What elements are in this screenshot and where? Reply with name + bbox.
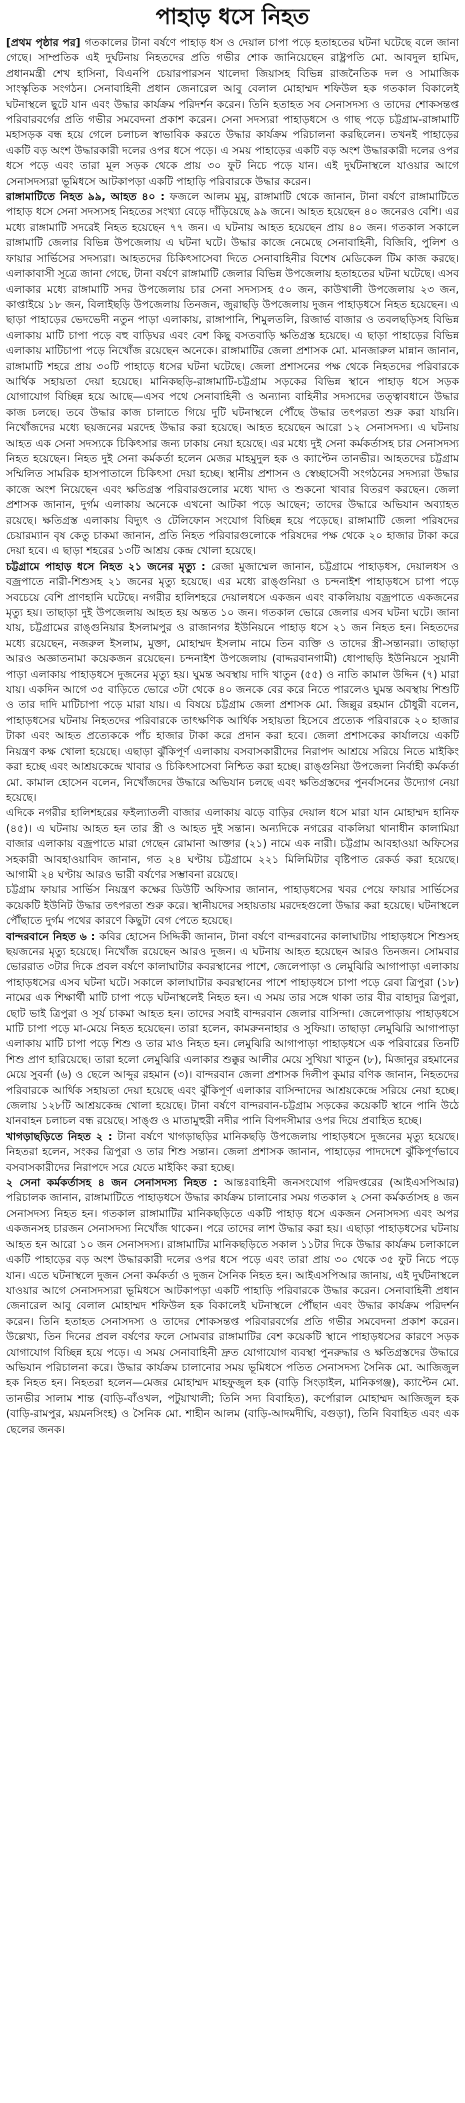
paragraph-text: ফজলে আলম মুমু, রাঙ্গামাটি থেকে জানান, টানা বর্ষণে রাঙ্গামাটিতে পাহাড় ধসে সেনা সদস্যসহ নিহতের সংখ্যা বেড়ে দাঁড়িয়েছে ৯৯ জনে। আহত হয়েছেন ৪০ জনেরও বেশি। এর মধ্যে রাঙ্গামাটি সদরেই নিহত হয়েছেন ৭৭ জন। এ ঘটনায় আহত হয়েছেন প্রায় ৪০ জন। গতকাল সকালে রাঙ্গামাটি জেলার বিভিন্ন উপজেলায় এ ঘটনা ঘটে। উদ্ধার কাজে নেমেছে সেনাবাহিনী, বিজিবি, পুলিশ ও ফায়ার সার্ভিসের সদস্যরা। আহতদের চিকিৎসাসেবা দিতে সেনাবাহিনীর বিশেষ মেডিকেল টিম কাজ করছে। এলাকাবাসী সূত্রে জানা গেছে, টানা বর্ষণে রাঙ্গামাটি জেলার বিভিন্ন উপজেলায় হতাহতের ঘটনা ঘটেছে। এসব এলাকার মধ্যে রাঙ্গামাটি সদর উপজেলায় চার সেনা সদস্যসহ ৫০ জন, কাউখালী উপজেলায় ২৩ জন, কাপ্তাইয়ে ১৮ জন, বিলাইছড়ি উপজেলায় তিনজন, জুরাছড়ি উপজেলায় দুজন পাহাড়ধসে নিহত হয়েছেন। এ ছাড়া পাহাড়ের ভেদভেদী নতুন পাড়া এলাকায়, রাঙ্গাপানি, শিমুলতলি, রিজার্ভ বাজার ও তবলছড়িসহ বিভিন্ন এলাকায় মাটি চাপা পড়ে বহু বাড়িঘর এবং বেশ কিছু বসতবাড়ি ক্ষতিগ্রস্ত হয়েছে। এ ছাড়া পাহাড়ের বিভিন্ন এলাকায় মাটিচাপা পড়ে নিখোঁজ রয়েছেন অনেকে। রাঙ্গামাটির জেলা প্রশাসক মো. মানজারুল মান্নান জানান, রাঙ্গামাটি শহরে প্রায় ৩০টি পাহাড়ে ধসের ঘটনা ঘটেছে। জেলা প্রশাসনের পক্ষ থেকে নিহতদের পরিবারকে আর্থিক সহায়তা দেয়া হয়েছে। মানিকছড়ি-রাঙ্গামাটি-চট্টগ্রাম সড়কের বিভিন্ন স্থানে পাহাড় ধসে সড়ক যোগাযোগ বিচ্ছিন্ন হয়ে আছে—এসব পথে সেনাবাহিনী ও অন্যান্য বাহিনীর সদস্যদের তত্ত্বাবধানে উদ্ধার কাজ চলছে। তবে উদ্ধার কাজ চালাতে গিয়ে দুটি ঘটনাস্থলে পৌঁছে উদ্ধার তৎপরতা শুরু করা যায়নি। নিখোঁজদের মধ্যে ছয়জনের মরদেহ উদ্ধার করা হয়েছে। আহত হয়েছেন আরো ১২ সেনাসদস্য। এ ঘটনায় আহত এক সেনা সদস্যকে চিকিৎসার জন্য ঢাকায় নেয়া হয়েছে। এর মধ্যে দুই সেনা কর্মকর্তাসহ চার সেনাসদস্য নিহত হয়েছেন। নিহত দুই সেনা কর্মকর্তা হলেন মেজর মাহমুদুল হক ও ক্যাপ্টেন তানভীর। আহতদের চট্টগ্রাম সম্মিলিত সামরিক হাসপাতালে চিকিৎসা দেয়া হচ্ছে। স্থানীয় প্রশাসন ও স্বেচ্ছাসেবী সংগঠনের সদস্যরা উদ্ধার কাজে অংশ নিয়েছেন এবং ক্ষতিগ্রস্ত পরিবারগুলোর মধ্যে খাদ্য ও শুকনো খাবার বিতরণ করছেন। জেলা প্রশাসক জানান, দুর্গম এলাকায় অনেকে এখনো আটকা পড়ে আছেন; তাদের উদ্ধারে অভিযান অব্যাহত রয়েছে। ক্ষতিগ্রস্ত এলাকায় বিদ্যুৎ ও টেলিফোন সংযোগ বিচ্ছিন্ন হয়ে পড়েছে। রাঙ্গামাটি জেলা পরিষদের চেয়ারম্যান বৃষ কেতু চাকমা জানান, প্রতি নিহত পরিবারগুলোকে পরিষদের পক্ষ থেকে ২০ হাজার টাকা করে দেয়া হবে। এ ছাড়া শহরের ১৩টি আশ্রয় কেন্দ্র খোলা হয়েছে। [6,191,459,558]
paragraph-text: এদিকে নগরীর হালিশহরের ফইল্যাতলী বাজার এলাকায় ঝড়ে বাড়ির দেয়াল ধসে মারা যান মোহাম্মদ হানিফ (৪৫)। এ ঘটনায় আহত হন তার স্ত্রী ও আহত দুই সন্তান। অন্যদিকে নগরের বাকলিয়া থানাধীন কালামিয়া বাজার এলাকায় বজ্রপাতে মারা গেছেন রোমানা আক্তার (২১) নামে এক নারী। চট্টগ্রাম আবহাওয়া অফিসের সহকারী আবহাওয়াবিদ জানান, গত ২৪ ঘণ্টায় চট্টগ্রামে ২২১ মিলিমিটার বৃষ্টিপাত রেকর্ড করা হয়েছে। আগামী ২৪ ঘণ্টায় আরও ভারী বর্ষণের সম্ভাবনা রয়েছে। [6,807,459,881]
article-paragraph [6,36,459,190]
paragraph-lead: [প্রথম পৃষ্ঠার পর] [6,37,85,49]
paragraph-text: টানা বর্ষণে খাগড়াছড়ির মানিকছড়ি উপজেলায় পাহাড়ধসে দুজনের মৃত্যু হয়েছে। নিহতরা হলেন, সংকর ত্রিপুরা ও তার শিশু সন্তান। জেলা প্রশাসক জানান, পাহাড়ের পাদদেশে ঝুঁকিপূর্ণভাবে বসবাসকারীদের নিরাপদে সরে যেতে মাইকিং করা হচ্ছে। [6,1130,459,1174]
article-paragraph [6,883,459,929]
paragraph-text: রেজা মুজাম্মেল জানান, চট্টগ্রামে পাহাড়ধস, দেয়ালধস ও বজ্রপাতে নারী-শিশুসহ ২১ জনের মৃত্যু হয়েছে। এর মধ্যে রাঙ্গুনিয়া ও চন্দনাইশ পাহাড়ধসে চাপা পড়ে সবচেয়ে বেশি প্রাণহানি ঘটেছে। নগরীর হালিশহরে দেয়ালধসে একজন এবং বাকলিয়ায় বজ্রপাতে একজনের মৃত্যু হয়। তাছাড়া দুই উপজেলায় আহত হয় অন্তত ১০ জন। গতকাল ভোরে জেলার এসব ঘটনা ঘটে। জানা যায়, চট্টগ্রামের রাঙ্গুনিয়ার ইসলামপুর ও রাজানগর ইউনিয়নে পাহাড় ধসে ২১ জন নিহত হন। নিহতদের মধ্যে রয়েছেন, নজরুল ইসলাম, মুক্তা, মোহাম্মদ ইসলাম নামে তিন ব্যক্তি ও তাদের স্ত্রী-সন্তানরা। তাছাড়া আরও অজ্ঞাতনামা কয়েকজন রয়েছেন। চন্দনাইশ উপজেলায় (বাদ্দরবানগামী) ধোপাছড়ি ইউনিয়নে সুয়ানী পাড়া এলাকায় পাহাড়ধসে দুজনের মৃত্যু হয়। ঘুমন্ত অবস্থায় দাদি খাতুন (৫৫) ও নাতি কামাল উদ্দিন (৭) মারা যায়। একদিন আগে ৩৫ বাড়িতে ভোরে ৩টা থেকে ৪০ জনকে বের করে নিতে পারলেও ঘুমন্ত অবস্থায় শিশুটি ও তার দাদি মাটিচাপা পড়ে মারা যায়। এ বিষয়ে চট্টগ্রাম জেলা প্রশাসক মো. জিল্লুর রহমান চৌধুরী বলেন, পাহাড়ধসের ঘটনায় নিহতদের পরিবারকে তাৎক্ষণিক আর্থিক সহায়তা হিসেবে প্রত্যেক পরিবারকে ২০ হাজার টাকা এবং আহত প্রত্যেককে পাঁচ হাজার টাকা করে প্রদান করা হবে। জেলা প্রশাসকের কার্যালয়ে একটি নিয়ন্ত্রণ কক্ষ খোলা হয়েছে। এছাড়া ঝুঁকিপূর্ণ এলাকায় বসবাসকারীদের নিরাপদ আশ্রয়ে সরিয়ে নিতে মাইকিং করা হচ্ছে এবং আশ্রয়কেন্দ্রে খাবার ও চিকিৎসাসেবা নিশ্চিত করা হচ্ছে। রাঙ্গুনিয়া উপজেলা নির্বাহী কর্মকর্তা মো. কামাল হোসেন বলেন, নিখোঁজদের উদ্ধারে অভিযান চলছে এবং ক্ষতিগ্রস্তদের পুনর্বাসনের উদ্যোগ নেয়া হয়েছে। [6,560,459,804]
paragraph-lead: রাঙ্গামাটিতে নিহত ৯৯, আহত ৪০ : [6,191,170,204]
article-paragraph [6,930,459,1130]
paragraph-text: গতকালের টানা বর্ষণে পাহাড় ধস ও দেয়াল চাপা পড়ে হতাহতের ঘটনা ঘটেছে বলে জানা গেছে। সাম্প্রতিক এই দুর্ঘটনায় নিহতদের প্রতি গভীর শোক জানিয়েছেন রাষ্ট্রপতি মো. আবদুল হামিদ, প্রধানমন্ত্রী শেখ হাসিনা, বিএনপি চেয়ারপারসন খালেদা জিয়াসহ বিভিন্ন রাজনৈতিক দল ও সামাজিক সাংস্কৃতিক সংগঠন। সেনাবাহিনী প্রধান জেনারেল আবু বেলাল মোহাম্মদ শফিউল হক গতকাল বিকালেই ঘটনাস্থলে ছুটে যান এবং উদ্ধার কার্যক্রম পরিদর্শন করেন। তিনি হতাহত সব সেনাসদস্য ও তাদের শোকসন্তপ্ত পরিবারবর্গের প্রতি গভীর সমবেদনা প্রকাশ করেন। সেনা সদস্যরা পাহাড়ধসে ও গাছ পড়ে চট্টগ্রাম-রাঙ্গামাটি মহাসড়ক বন্ধ হয়ে গেলে চলাচল স্বাভাবিক করতে উদ্ধার কার্যক্রম পরিচালনা করছিলেন। তখনই পাহাড়ের একটি বড় অংশ উদ্ধারকারী দলের ওপর ধসে পড়ে। এ সময় পাহাড়ের একটি বড় অংশ উদ্ধারকারী দলের ওপর ধসে পড়ে এবং তারা মূল সড়ক থেকে প্রায় ৩০ ফুট নিচে পড়ে যান। এই দুর্ঘটনাস্থলে যাওয়ার আগে সেনাসদস্যরা ভূমিধসে আটকাপড়া একটি পাহাড়ি পরিবারকে উদ্ধার করেন। [6,37,459,188]
article-paragraph [6,1176,459,1438]
paragraph-text: চট্টগ্রাম ফায়ার সার্ভিস নিয়ন্ত্রণ কক্ষের ডিউটি অফিসার জানান, পাহাড়ধসের খবর পেয়ে ফায়ার সার্ভিসের কয়েকটি ইউনিট উদ্ধার তৎপরতা শুরু করে। স্থানীয়দের সহায়তায় মরদেহগুলো উদ্ধার করা হয়েছে। ঘটনাস্থলে পৌঁছাতে দুর্গম পথের কারণে কিছুটা বেগ পেতে হয়েছে। [6,884,459,928]
article-paragraph [6,560,459,807]
paragraph-lead: বান্দরবানে নিহত ৬ : [6,930,100,943]
paragraph-text: কবির হোসেন সিদ্দিকী জানান, টানা বর্ষণে বান্দরবানের কালাঘাটায় পাহাড়ধসে শিশুসহ ছয়জনের মৃত্যু হয়েছে। নিখোঁজ রয়েছেন আরও দুজন। এ ঘটনায় আহত হয়েছেন আরও তিনজন। সোমবার ভোররাত ৩টার দিকে প্রবল বর্ষণে কালাঘাটার কবরস্থানের পাশে, জেলেপাড়া ও লেমুঝিরি আগাপাড়া এলাকায় পাহাড়ধসের এসব ঘটনা ঘটে। সকালে কালাঘাটার কবরস্থানের পাশে পাহাড়ধসে চাপা পড়ে রেবা ত্রিপুরা (১৮) নামের এক শিক্ষার্থী মাটি চাপা পড়ে ঘটনাস্থলেই নিহত হন। এ সময় তার সঙ্গে থাকা তার বীর বাহাদুর ত্রিপুরা, ছোট ভাই ত্রিপুরা ও সূর্য চাকমা আহত হন। তাদের সবাই বান্দরবান জেলার বাসিন্দা। জেলেপাড়ায় পাহাড়ধসে মাটি চাপা পড়ে মা-মেয়ে নিহত হয়েছেন। তারা হলেন, কামরুননাহার ও সুফিয়া। তাছাড়া লেমুঝিরি আগাপাড়া এলাকায় মাটি চাপা পড়ে শিশু ও তার মাও নিহত হন। লেমুঝিরি আগাপাড়া পাহাড়ধসে এক পরিবারের তিনটি শিশু প্রাণ হারিয়েছে। তারা হলো লেমুঝিরি এলাকার শুক্কুর আলীর মেয়ে সুখিয়া খাতুন (৮), মিজানুর রহমানের মেয়ে সুবর্না (৬) ও ছেলে আব্দুর রহমান (৩)। বান্দরবান জেলা প্রশাসক দিলীপ কুমার বণিক জানান, নিহতদের পরিবারকে আর্থিক সহায়তা দেয়া হয়েছে এবং ঝুঁকিপূর্ণ এলাকার বাসিন্দাদের আশ্রয়কেন্দ্রে সরিয়ে নেয়া হচ্ছে। জেলায় ১২৮টি আশ্রয়কেন্দ্র খোলা হয়েছে। টানা বর্ষণে বান্দরবান-চট্টগ্রাম সড়কের কয়েকটি স্থানে পানি উঠে যানবাহন চলাচল বন্ধ রয়েছে। সাঙ্গু ও মাতামুহুরী নদীর পানি বিপদসীমার ওপর দিয়ে প্রবাহিত হচ্ছে। [6,930,459,1128]
paragraph-lead: চট্টগ্রামে পাহাড় ধসে নিহত ২১ জনের মৃত্যু : [6,560,211,573]
paragraph-lead: ২ সেনা কর্মকর্তাসহ ৪ জন সেনাসদস্য নিহত : [6,1177,225,1190]
paragraph-text: আন্তঃবাহিনী জনসংযোগ পরিদপ্তরের (আইএসপিআর) পরিচালক জানান, রাঙ্গামাটিতে পাহাড়ধসে উদ্ধার কার্যক্রম চালানোর সময় গতকাল ২ সেনা কর্মকর্তাসহ ৪ জন সেনাসদস্য নিহত হন। গতকাল রাঙ্গামাটির মানিকছড়িতে একটি পাহাড় ধসে একজন সেনাসদস্য এবং অপর একজনসহ চারজন সেনাসদস্য নিখোঁজ থাকেন। পরে তাদের লাশ উদ্ধার করা হয়। এছাড়া পাহাড়ধসের ঘটনায় আহত হন আরো ১০ জন সেনাসদস্য। রাঙ্গামাটির মানিকছড়িতে সকাল ১১টার দিকে উদ্ধার কার্যক্রম চলাকালে একটি পাহাড়ের বড় অংশ উদ্ধারকারী দলের ওপর ধসে পড়ে এবং তারা প্রায় ৩০ থেকে ৩৫ ফুট নিচে পড়ে যান। এতে ঘটনাস্থলে দুজন সেনা কর্মকর্তা ও দুজন সৈনিক নিহত হন। আইএসপিআর জানায়, এই দুর্ঘটনাস্থলে যাওয়ার আগে সেনাসদস্যরা ভূমিধসে আটকাপড়া একটি পাহাড়ি পরিবারকে উদ্ধার করেন। সেনাবাহিনী প্রধান জেনারেল আবু বেলাল মোহাম্মদ শফিউল হক বিকালেই ঘটনাস্থলে পৌঁছান এবং উদ্ধার কার্যক্রম পরিদর্শন করেন। তিনি হতাহত সেনাসদস্য ও তাদের শোকসন্তপ্ত পরিবারবর্গের প্রতি গভীর সমবেদনা প্রকাশ করেন। উল্লেখ্য, তিন দিনের প্রবল বর্ষণের ফলে সোমবার রাঙ্গামাটির বেশ কয়েকটি স্থানে পাহাড়ধসের কারণে সড়ক যোগাযোগ বিচ্ছিন্ন হয়ে পড়ে। এ সময় সেনাবাহিনী দ্রুত যোগাযোগ ব্যবস্থা পুনরুদ্ধার ও ক্ষতিগ্রস্তদের উদ্ধারে অভিযান পরিচালনা করে। উদ্ধার কার্যক্রম চালানোর সময় ভূমিধসে পতিত সেনাসদস্য সৈনিক মো. আজিজুল হক নিহত হন। নিহতরা হলেন—মেজর মোহাম্মদ মাহফুজুল হক (বাড়ি সিংড়াইল, মানিকগঞ্জ), ক্যাপ্টেন মো. তানভীর সালাম শান্ত (বাড়ি-বাঁওখল, পটুয়াখালী; তিনি সদ্য বিবাহিত), কর্পোরাল মোহাম্মদ আজিজুল হক (বাড়ি-রামপুর, ময়মনসিংহ) ও সৈনিক মো. শাহীন আলম (বাড়ি-আদমদীঘি, বগুড়া), তিনি বিবাহিত এবং এক ছেলের জনক। [6,1177,459,1436]
article-paragraph [6,1130,459,1176]
paragraph-lead: খাগড়াছড়িতে নিহত ২ : [6,1130,118,1143]
article-paragraph [6,806,459,883]
article-paragraph [6,190,459,560]
article-headline: পাহাড় ধসে নিহত [155,5,310,30]
